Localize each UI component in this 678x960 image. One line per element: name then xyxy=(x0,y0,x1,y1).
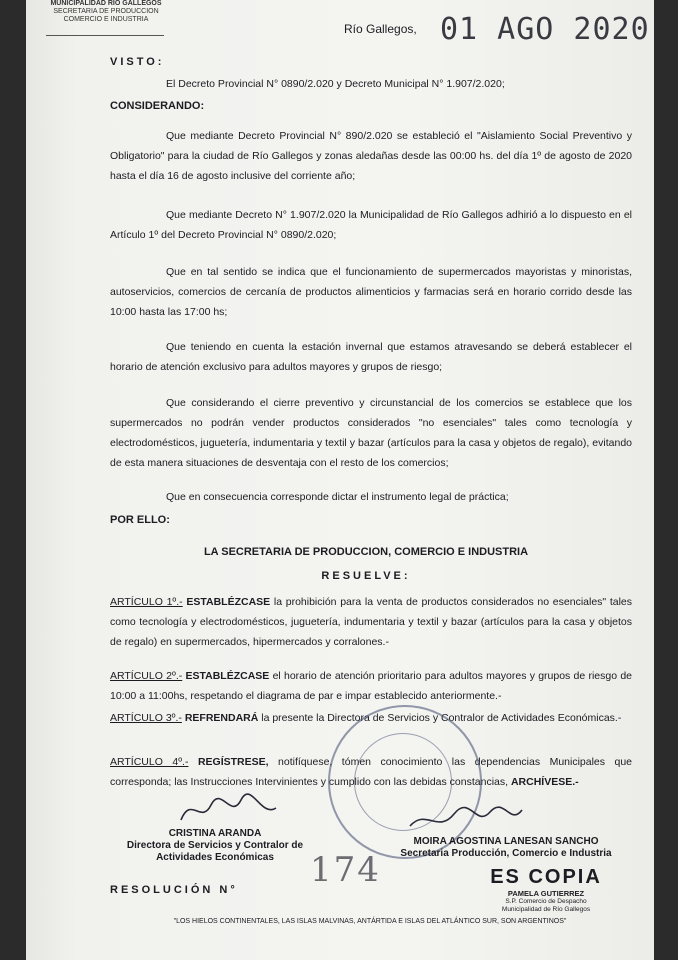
copy-line: PAMELA GUTIERREZ xyxy=(507,889,585,898)
signature-left xyxy=(110,828,320,864)
article-verb: ESTABLÉZCASE xyxy=(186,596,271,608)
letterhead-divider xyxy=(46,35,164,36)
considerando-paragraph: Que en tal sentido se indica que el funcionamiento de supermercados mayoristas y minoristas, autoservicios, comercios de cercanía de productos alimenticios y farmacias será en horario corrido desde las 10:00 hasta las 17:00 hs; xyxy=(110,266,632,318)
article-1 xyxy=(110,592,632,652)
article-label: ARTÍCULO 3º.- xyxy=(110,712,182,724)
signature-right-scribble xyxy=(406,800,526,836)
considerando-paragraph: Que considerando el cierre preventivo y circunstancial de los comercios se establece que los supermercados no podrán vender productos considerados "no esenciales" tales como tecnología y electrodomésticos, juguetería, indumentaria y textil y bazar (artículos para la casa y objetos de regalo), evitando de esta manera situaciones de desventaja con el resto de los comercios; xyxy=(110,397,632,469)
considerando-paragraph: Que mediante Decreto N° 1.907/2.020 la Municipalidad de Río Gallegos adhirió a lo dispuesto en el Artículo 1º del Decreto Provincial N° 0890/2.020; xyxy=(110,209,632,241)
considerando-label: CONSIDERANDO: xyxy=(110,100,205,112)
article-text: notifíquese, tómen conocimiento las dependencias Municipales que corresponda; las Instrucciones Intervinientes y cumplido con las debidas constancias, xyxy=(110,756,633,788)
letterhead-line: COMERCIO E INDUSTRIA xyxy=(63,16,149,23)
article-text: la prohibición para la venta de productos considerados no esenciales" tales como tecnología y electrodomésticos, juguetería, indumentaria y textil y bazar (artículos para la casa y objetos de regalo) en supermercados, hipermercados y corralones.- xyxy=(110,596,633,648)
signature-right xyxy=(376,836,636,860)
copy-stamp xyxy=(476,866,616,914)
signer-name: CRISTINA ARANDA xyxy=(168,828,262,839)
visto-label: VISTO: xyxy=(110,56,165,68)
considerando-paragraph: Que en consecuencia corresponde dictar el instrumento legal de práctica; xyxy=(166,491,509,503)
article-text: la presente la Directora de Servicios y Contralor de Actividades Económicas.- xyxy=(261,712,622,724)
article-2 xyxy=(110,666,632,706)
date-stamp: 01 AGO 2020 xyxy=(440,12,650,47)
article-label: ARTÍCULO 2º.- xyxy=(110,670,183,682)
resolucion-label: RESOLUCIÓN N° xyxy=(110,884,238,896)
authority-title: LA SECRETARIA DE PRODUCCION, COMERCIO E INDUSTRIA xyxy=(203,546,529,558)
signer-name: MOIRA AGOSTINA LANESAN SANCHO xyxy=(413,836,599,847)
es-copia-text: ES COPIA xyxy=(490,866,602,888)
resolucion-number: 174 xyxy=(310,850,381,890)
article-verb: ESTABLÉZCASE xyxy=(185,670,270,682)
letterhead xyxy=(46,0,166,24)
visto-text: El Decreto Provincial N° 0890/2.020 y Decreto Municipal N° 1.907/2.020; xyxy=(166,78,505,90)
article-text: el horario de atención prioritario para adultos mayores y grupos de riesgo de 10:00 a 11:00hs, respetando el diagrama de par e impar establecido anteriormente.- xyxy=(110,670,633,702)
article-label: ARTÍCULO 4º.- xyxy=(110,756,189,768)
considerando-paragraph: Que mediante Decreto Provincial N° 890/2.020 se estableció el "Aislamiento Social Preventivo y Obligatorio" para la ciudad de Río Gallegos y zonas aledañas desde las 00:00 hs. del día 1º de agosto de 2020 hasta el día 16 de agosto inclusive del corriente año; xyxy=(110,130,632,182)
document-page xyxy=(26,0,654,960)
signer-title: Directora de Servicios y Contralor de xyxy=(126,840,304,851)
signer-title: Secretaria Producción, Comercio e Industria xyxy=(400,848,612,859)
article-verb: REGÍSTRESE, xyxy=(197,756,269,768)
letterhead-line: SECRETARIA DE PRODUCCION xyxy=(53,8,159,15)
article-closing: ARCHÍVESE.- xyxy=(510,776,579,788)
signature-left-scribble xyxy=(176,790,286,830)
por-ello-label: POR ELLO: xyxy=(110,514,170,526)
copy-line: Municipalidad de Río Gallegos xyxy=(501,906,591,913)
letterhead-line: MUNICIPALIDAD RIO GALLEGOS xyxy=(50,0,162,7)
place-text: Río Gallegos, xyxy=(344,22,417,36)
copy-line: S.P. Comercio de Despacho xyxy=(505,898,587,905)
resuelve-title: RESUELVE: xyxy=(321,570,411,582)
article-label: ARTÍCULO 1º.- xyxy=(110,596,183,608)
signer-title: Actividades Económicas xyxy=(156,852,274,863)
considerando-paragraph: Que teniendo en cuenta la estación invernal que estamos atravesando se deberá establecer el horario de atención exclusivo para adultos mayores y grupos de riesgo; xyxy=(110,341,632,373)
footer-motto: "LOS HIELOS CONTINENTALES, LAS ISLAS MALVINAS, ANTÁRTIDA E ISLAS DEL ATLÁNTICO SUR, SON ARGENTINOS" xyxy=(173,918,567,925)
article-verb: REFRENDARÁ xyxy=(184,712,259,724)
